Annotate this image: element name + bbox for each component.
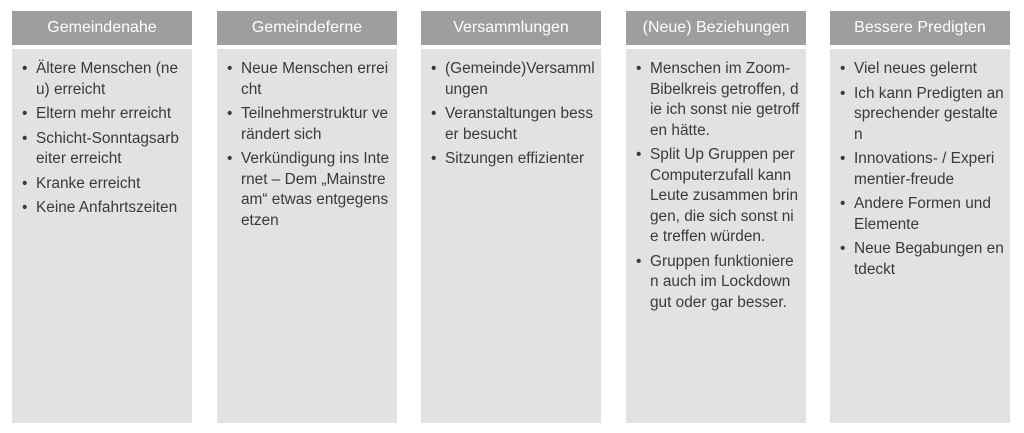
column-body — [12, 49, 192, 423]
column-bessere-predigten — [830, 11, 1010, 423]
column-header: Versammlungen — [421, 11, 601, 45]
bullet-item: • Neue Menschen erreicht — [227, 59, 391, 100]
column-header: Gemeindeferne — [217, 11, 397, 45]
bullet-item: • Neue Begabungen entdeckt — [840, 239, 1004, 280]
bullet-item: • Schicht-Sonntagsarbeiter erreicht — [22, 129, 186, 170]
bullet-list — [431, 59, 595, 170]
bullet-item: • Menschen im Zoom-Bibelkreis getroffen, die ich sonst nie getroffen hätte. — [636, 59, 800, 141]
bullet-item: • Ältere Menschen (neu) erreicht — [22, 59, 186, 100]
bullet-item: • (Gemeinde)Versammlungen — [431, 59, 595, 100]
column-body — [217, 49, 397, 423]
bullet-list — [636, 59, 800, 313]
bullet-item: • Eltern mehr erreicht — [22, 104, 186, 125]
bullet-item: • Andere Formen und Elemente — [840, 194, 1004, 235]
column-body — [626, 49, 806, 423]
bullet-item: • Keine Anfahrtszeiten — [22, 198, 186, 219]
bullet-item: • Sitzungen effizienter — [431, 149, 595, 170]
bullet-item: • Gruppen funktionieren auch im Lockdown gut oder gar besser. — [636, 252, 800, 314]
bullet-item: • Ich kann Predigten ansprechender gestalten — [840, 84, 1004, 146]
bullet-list — [227, 59, 391, 231]
column-gemeindeferne — [217, 11, 397, 423]
column-gemeindenahe — [12, 11, 192, 423]
bullet-item: • Verkündigung ins Internet – Dem „Mainstream“ etwas entgegensetzen — [227, 149, 391, 231]
bullet-item: • Split Up Gruppen per Computerzufall kann Leute zusammen bringen, die sich sonst nie treffen würden. — [636, 145, 800, 248]
column-header: (Neue) Beziehungen — [626, 11, 806, 45]
bullet-list — [22, 59, 186, 219]
column-body — [421, 49, 601, 423]
column-header: Gemeindenahe — [12, 11, 192, 45]
column-versammlungen — [421, 11, 601, 423]
bullet-item: • Kranke erreicht — [22, 174, 186, 195]
bullet-list — [840, 59, 1004, 280]
column-neue-beziehungen — [626, 11, 806, 423]
bullet-item: • Teilnehmerstruktur verändert sich — [227, 104, 391, 145]
column-header: Bessere Predigten — [830, 11, 1010, 45]
bullet-item: • Viel neues gelernt — [840, 59, 1004, 80]
column-body — [830, 49, 1010, 423]
bullet-item: • Veranstaltungen besser besucht — [431, 104, 595, 145]
bullet-item: • Innovations- / Experimentier-freude — [840, 149, 1004, 190]
